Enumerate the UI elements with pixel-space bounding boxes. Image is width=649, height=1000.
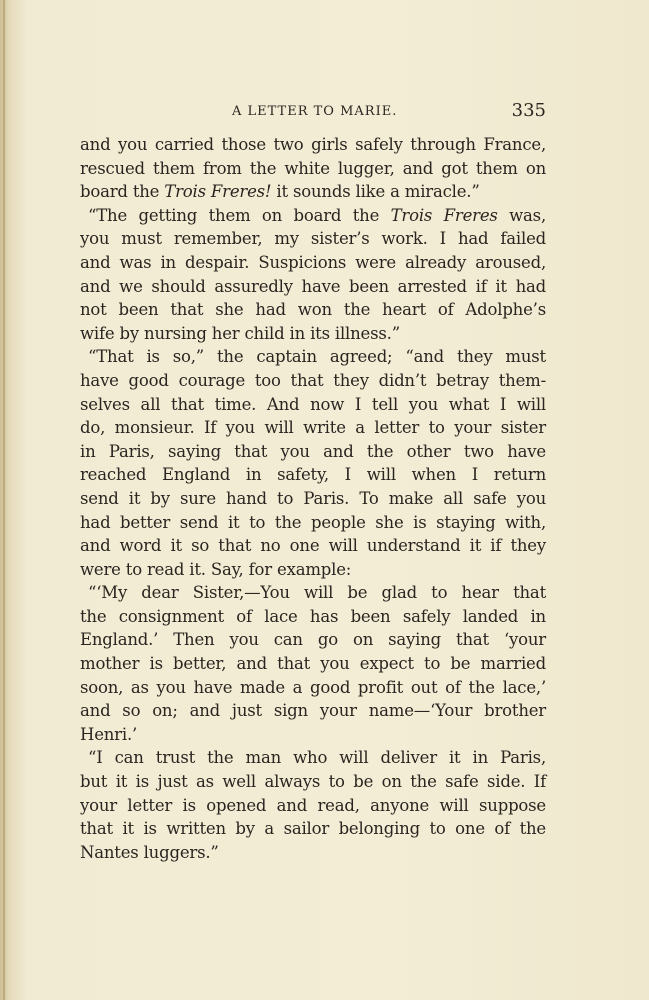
text-line: and we should assuredly have been arrested if it had bbox=[80, 276, 546, 296]
text-line: do, monsieur. If you will write a letter to your sister bbox=[80, 418, 546, 438]
text-line: wife by nursing her child in its illness.” bbox=[80, 323, 400, 343]
text-line: that it is written by a sailor belonging to one of the bbox=[80, 819, 546, 839]
text-line: in Paris, saying that you and the other two have bbox=[80, 441, 546, 461]
ship-name: Trois Freres! bbox=[164, 182, 272, 202]
text-line: “‘My dear Sister,—You will be glad to hear that bbox=[88, 583, 546, 603]
text-segment: was, bbox=[497, 205, 546, 225]
text-line bbox=[80, 180, 546, 204]
text-line: selves all that time. And now I tell you what I will bbox=[80, 394, 546, 414]
text-line: send it by sure hand to Paris. To make all safe you bbox=[80, 488, 546, 508]
page-header bbox=[80, 100, 546, 124]
text-line: mother is better, and that you expect to be married bbox=[80, 654, 546, 674]
text-line: and was in despair. Suspicions were already aroused, bbox=[80, 252, 546, 272]
page-number: 335 bbox=[511, 100, 546, 121]
text-line: reached England in safety, I will when I return bbox=[80, 465, 546, 485]
text-line: and so on; and just sign your name—‘Your brother bbox=[80, 701, 546, 721]
text-segment: “The getting them on board the bbox=[88, 205, 391, 225]
ship-name: Trois Freres bbox=[390, 205, 498, 225]
text-line: but it is just as well always to be on the safe side. If bbox=[80, 772, 546, 792]
text-line: had better send it to the people she is staying with, bbox=[80, 512, 546, 532]
text-line: soon, as you have made a good profit out of the lace,’ bbox=[80, 677, 546, 697]
page-spine-edge bbox=[3, 0, 5, 1000]
text-line: you must remember, my sister’s work. I had failed bbox=[80, 229, 546, 249]
text-line: England.’ Then you can go on saying that ‘your bbox=[80, 630, 546, 650]
text-line: not been that she had won the heart of Adolphe’s bbox=[80, 300, 546, 320]
text-line bbox=[80, 204, 546, 228]
running-title: A LETTER TO MARIE. bbox=[232, 104, 398, 119]
text-line: were to read it. Say, for example: bbox=[80, 559, 352, 579]
text-line: Henri.’ bbox=[80, 724, 138, 744]
text-line: “That is so,” the captain agreed; “and they must bbox=[88, 347, 546, 367]
text-line: have good courage too that they didn’t betray them- bbox=[80, 370, 546, 390]
text-line: “I can trust the man who will deliver it in Paris, bbox=[88, 748, 546, 768]
text-segment: it sounds like a miracle.” bbox=[271, 182, 480, 202]
text-line: rescued them from the white lugger, and got them on bbox=[80, 158, 546, 178]
text-line: your letter is opened and read, anyone will suppose bbox=[80, 795, 546, 815]
text-line: the consignment of lace has been safely landed in bbox=[80, 606, 546, 626]
text-line: Nantes luggers.” bbox=[80, 842, 219, 862]
text-segment: board the bbox=[80, 182, 165, 202]
body-text bbox=[80, 133, 546, 864]
text-line: and word it so that no one will understand it if they bbox=[80, 536, 546, 556]
text-line: and you carried those two girls safely through France, bbox=[80, 135, 546, 154]
